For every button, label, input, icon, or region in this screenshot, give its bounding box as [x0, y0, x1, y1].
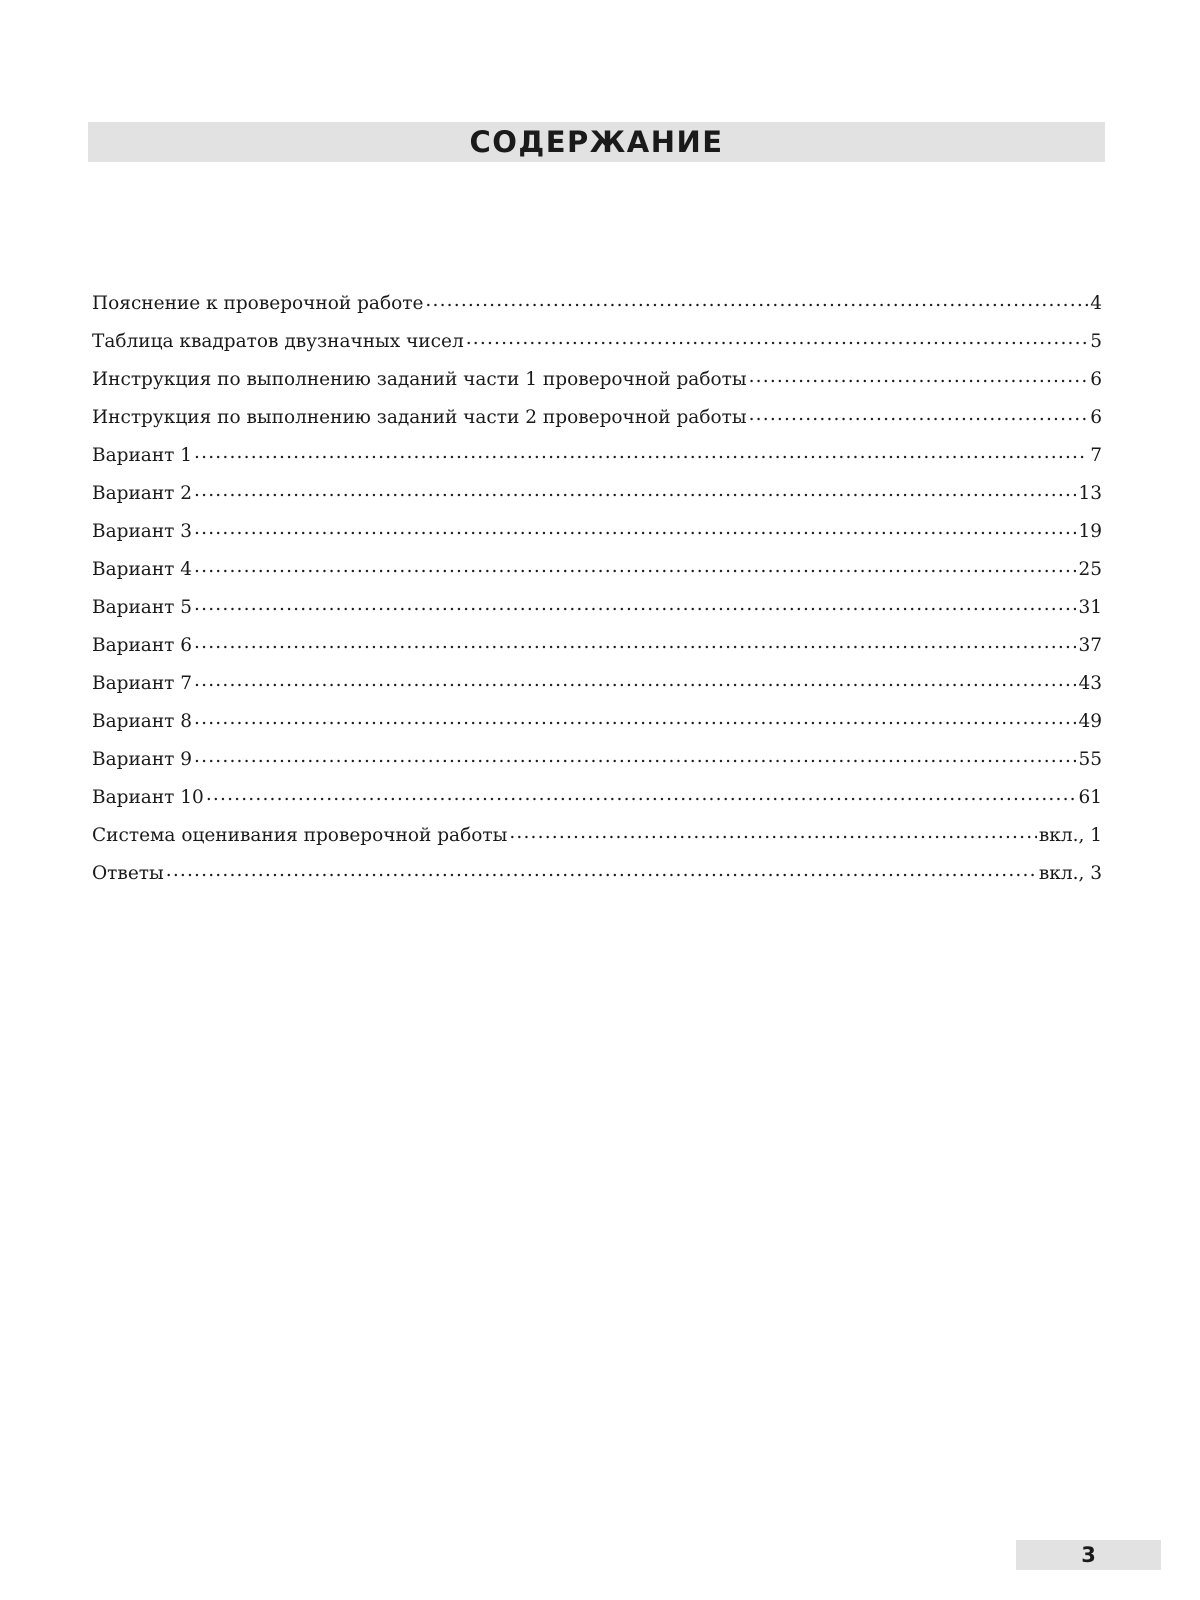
toc-entry-label: Система оценивания проверочной работы: [92, 824, 508, 846]
toc-entry-page: 49: [1078, 710, 1102, 732]
toc-row[interactable]: [92, 556, 1102, 594]
toc-entry-page: 25: [1078, 558, 1102, 580]
toc-row[interactable]: [92, 594, 1102, 632]
toc-row[interactable]: [92, 480, 1102, 518]
toc-entry-page: 13: [1078, 482, 1102, 504]
toc-entry-page: 43: [1078, 672, 1102, 694]
table-of-contents: [92, 290, 1102, 898]
toc-leader-dots: [749, 366, 1089, 385]
toc-entry-page: 5: [1090, 330, 1102, 352]
toc-row[interactable]: [92, 670, 1102, 708]
toc-leader-dots: [194, 518, 1076, 537]
toc-entry-label: Ответы: [92, 862, 164, 884]
toc-leader-dots: [194, 442, 1088, 461]
toc-entry-page: 6: [1090, 406, 1102, 428]
toc-leader-dots: [194, 746, 1076, 765]
toc-entry-label: Вариант 2: [92, 482, 193, 504]
toc-leader-dots: [466, 328, 1089, 347]
toc-entry-page: вкл., 3: [1038, 862, 1102, 884]
toc-entry-label: Таблица квадратов двузначных чисел: [92, 330, 464, 352]
toc-row[interactable]: [92, 366, 1102, 404]
toc-row[interactable]: [92, 708, 1102, 746]
toc-entry-label: Пояснение к проверочной работе: [92, 292, 424, 314]
toc-entry-label: Вариант 8: [92, 710, 193, 732]
toc-leader-dots: [749, 404, 1089, 423]
toc-entry-label: Инструкция по выполнению заданий части 1 проверочной работы: [92, 368, 747, 390]
toc-row[interactable]: [92, 822, 1102, 860]
toc-row[interactable]: [92, 328, 1102, 366]
title-bar: [88, 122, 1105, 162]
toc-leader-dots: [425, 290, 1088, 309]
toc-entry-page: 61: [1078, 786, 1102, 808]
toc-leader-dots: [194, 708, 1076, 727]
toc-entry-label: Вариант 6: [92, 634, 193, 656]
toc-entry-page: 55: [1078, 748, 1102, 770]
toc-entry-page: 4: [1090, 292, 1102, 314]
page-title: СОДЕРЖАНИЕ: [469, 125, 724, 159]
toc-leader-dots: [509, 822, 1037, 841]
toc-entry-label: Вариант 1: [92, 444, 193, 466]
toc-row[interactable]: [92, 290, 1102, 328]
toc-entry-label: Вариант 3: [92, 520, 193, 542]
toc-entry-page: 7: [1090, 444, 1102, 466]
toc-entry-label: Инструкция по выполнению заданий части 2 проверочной работы: [92, 406, 747, 428]
toc-leader-dots: [194, 632, 1076, 651]
toc-entry-page: 31: [1078, 596, 1102, 618]
toc-leader-dots: [194, 556, 1076, 575]
toc-leader-dots: [194, 594, 1076, 613]
toc-entry-page: 37: [1078, 634, 1102, 656]
toc-row[interactable]: [92, 746, 1102, 784]
toc-leader-dots: [206, 784, 1077, 803]
toc-entry-page: 19: [1078, 520, 1102, 542]
toc-row[interactable]: [92, 404, 1102, 442]
toc-entry-label: Вариант 10: [92, 786, 204, 808]
toc-entry-page: вкл., 1: [1038, 824, 1102, 846]
toc-entry-label: Вариант 5: [92, 596, 193, 618]
toc-row[interactable]: [92, 632, 1102, 670]
toc-leader-dots: [194, 670, 1076, 689]
page-number: 3: [1081, 1543, 1096, 1567]
toc-entry-label: Вариант 7: [92, 672, 193, 694]
toc-entry-page: 6: [1090, 368, 1102, 390]
toc-leader-dots: [194, 480, 1076, 499]
toc-entry-label: Вариант 9: [92, 748, 193, 770]
toc-row[interactable]: [92, 518, 1102, 556]
toc-row[interactable]: [92, 784, 1102, 822]
toc-row[interactable]: [92, 442, 1102, 480]
toc-entry-label: Вариант 4: [92, 558, 193, 580]
toc-row[interactable]: [92, 860, 1102, 898]
page-number-box: [1016, 1540, 1161, 1570]
toc-leader-dots: [166, 860, 1037, 879]
